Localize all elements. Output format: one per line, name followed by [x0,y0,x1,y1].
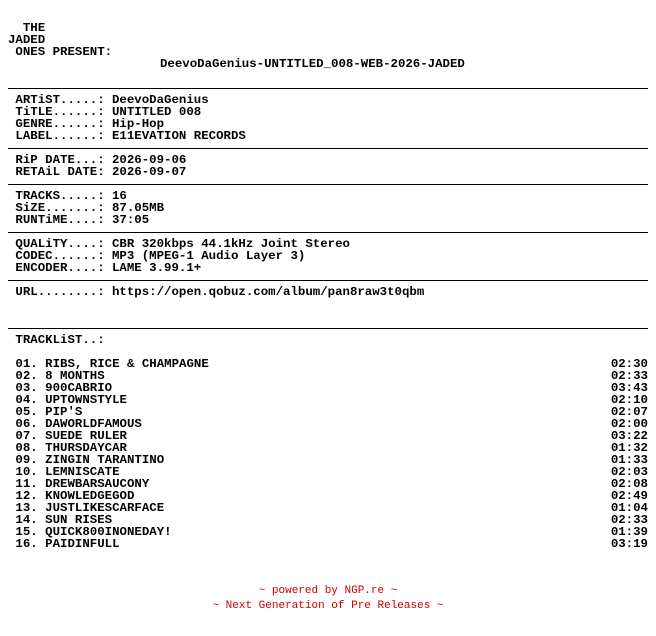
track-duration: 02:33 [610,513,648,527]
rip-date-value: 2026-09-06 [112,153,187,167]
artist-value: DeevoDaGenius [112,93,209,107]
track-duration: 02:03 [610,465,648,479]
track-title: 14. SUN RISES [8,513,113,527]
track-duration: 02:00 [610,417,648,431]
tracklist-heading: TRACKLiST..: [8,333,105,347]
runtime-value: 37:05 [112,213,150,227]
track-title: 07. SUEDE RULER [8,429,127,443]
label-key: LABEL......: [8,129,105,143]
logo-line-3: ONES PRESENT: [8,45,113,59]
logo-line-1: THE [8,21,46,35]
track-title: 09. ZINGIN TARANTINO [8,453,165,467]
encoder-value: LAME 3.99.1+ [112,261,202,275]
track-duration: 03:22 [610,429,648,443]
track-row [8,538,648,550]
rip-date-key: RiP DATE...: [8,153,105,167]
release-name: DeevoDaGenius-UNTITLED_008-WEB-2026-JADED [160,57,465,71]
track-duration: 02:33 [610,369,648,383]
track-duration: 01:04 [610,501,648,515]
track-duration: 02:08 [610,477,648,491]
track-title: 13. JUSTLIKESCARFACE [8,501,165,515]
runtime-row [8,214,648,226]
quality-value: CBR 320kbps 44.1kHz Joint Stereo [112,237,350,251]
encoder-row [8,262,648,274]
track-title: 04. UPTOWNSTYLE [8,393,127,407]
url-key: URL........: [8,285,105,299]
track-title: 08. THURSDAYCAR [8,441,127,455]
runtime-key: RUNTiME....: [8,213,105,227]
track-duration: 03:43 [610,381,648,395]
size-value: 87.05MB [112,201,165,215]
track-row [8,394,648,406]
track-title: 02. 8 MONTHS [8,369,105,383]
nfo-document [8,22,648,550]
track-title: 15. QUICK800INONEDAY! [8,525,172,539]
track-title: 05. PIP'S [8,405,83,419]
artist-key: ARTiST.....: [8,93,105,107]
tracks-value: 16 [112,189,127,203]
title-key: TiTLE......: [8,105,105,119]
retail-date-value: 2026-09-07 [112,165,187,179]
genre-value: Hip-Hop [112,117,165,131]
label-row [8,130,648,142]
track-title: 06. DAWORLDFAMOUS [8,417,142,431]
retail-date-key: RETAiL DATE: [8,165,105,179]
url-value[interactable]: https://open.qobuz.com/album/pan8raw3t0qbm [112,285,425,299]
track-title: 11. DREWBARSAUCONY [8,477,150,491]
track-duration: 03:19 [610,537,648,551]
codec-key: CODEC......: [8,249,105,263]
size-key: SiZE.......: [8,201,105,215]
tracks-key: TRACKS.....: [8,189,105,203]
retail-date-row [8,166,648,178]
genre-key: GENRE......: [8,117,105,131]
title-value: UNTITLED 008 [112,105,202,119]
track-title: 16. PAIDINFULL [8,537,120,551]
track-title: 01. RIBS, RICE & CHAMPAGNE [8,357,209,371]
track-title: 03. 900CABRIO [8,381,113,395]
track-title: 10. LEMNISCATE [8,465,120,479]
footer-tagline: ~ Next Generation of Pre Releases ~ [212,600,444,612]
logo-line-2: JADED [8,33,46,47]
track-duration: 02:49 [610,489,648,503]
quality-key: QUALiTY....: [8,237,105,251]
track-duration: 02:30 [610,357,648,371]
label-value: E11EVATION RECORDS [112,129,246,143]
track-title: 12. KNOWLEDGEGOD [8,489,135,503]
track-duration: 01:33 [610,453,648,467]
track-duration: 01:32 [610,441,648,455]
track-duration: 02:10 [610,393,648,407]
footer-powered-by[interactable]: ~ powered by NGP.re ~ [258,585,398,597]
codec-value: MP3 (MPEG-1 Audio Layer 3) [112,249,306,263]
encoder-key: ENCODER....: [8,261,105,275]
tracklist [8,358,648,550]
url-row [8,286,648,298]
track-duration: 01:39 [610,525,648,539]
track-duration: 02:07 [610,405,648,419]
